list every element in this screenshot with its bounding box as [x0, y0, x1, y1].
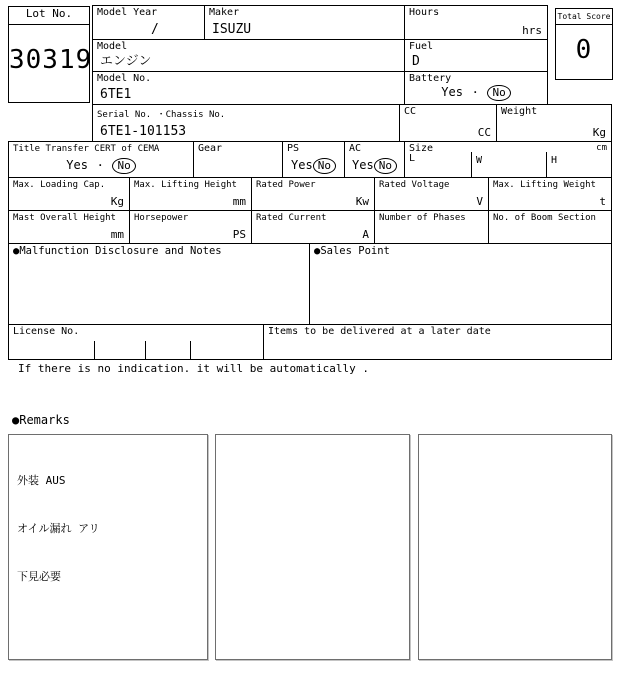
total-score-value: 0 [575, 35, 593, 65]
fuel-value: D [412, 54, 420, 69]
mast-height-cell [8, 210, 130, 244]
rated-power-label: Rated Power [256, 180, 316, 190]
size-cell [404, 141, 612, 178]
model-no-label: Model No. [97, 73, 152, 84]
ac-value [345, 158, 404, 174]
ac-yes: Yes [352, 158, 374, 172]
size-unit: cm [596, 143, 607, 153]
max-lift-height-cell [129, 177, 252, 211]
lot-no-label: Lot No. [9, 7, 89, 25]
remarks-box-3-text [419, 435, 611, 447]
rated-voltage-unit: V [476, 195, 483, 208]
license-label: License No. [13, 326, 80, 337]
weight-cell [496, 104, 612, 142]
max-lift-weight-unit: t [599, 195, 606, 208]
title-transfer-yes: Yes [66, 158, 88, 172]
cc-cell [399, 104, 497, 142]
rated-current-unit: A [362, 228, 369, 241]
battery-separator: ・ [470, 88, 481, 99]
ac-label: AC [349, 143, 362, 154]
gear-label: Gear [198, 143, 223, 154]
serial-value: 6TE1-101153 [100, 124, 187, 139]
remarks-box-2 [215, 434, 410, 660]
phases-label: Number of Phases [379, 213, 466, 223]
horsepower-cell [129, 210, 252, 244]
ps-value [283, 158, 344, 174]
total-score-cell [555, 8, 613, 80]
hours-cell [404, 5, 548, 40]
battery-label: Battery [409, 73, 452, 84]
serial-cell [92, 104, 400, 142]
ps-yes: Yes [291, 158, 313, 172]
model-year-value: / [151, 22, 159, 37]
horsepower-unit: PS [232, 228, 246, 241]
title-transfer-label: Title Transfer CERT of CEMA [13, 144, 160, 154]
maker-label: Maker [209, 7, 240, 18]
footnote-text: If there is no indication. it will be automatically . [18, 362, 369, 375]
remarks-box-1 [8, 434, 208, 660]
cc-label: CC [404, 106, 417, 117]
max-loading-label: Max. Loading Cap. [13, 180, 106, 190]
license-divider-2 [145, 341, 146, 359]
title-transfer-value [9, 157, 193, 174]
items-later-cell [263, 324, 612, 360]
model-cell [92, 39, 405, 72]
license-cell [8, 324, 264, 360]
model-year-label: Model Year [97, 7, 158, 18]
remarks-line: 外装 AUS [17, 473, 66, 487]
weight-label: Weight [501, 106, 538, 117]
malfunction-cell [8, 243, 310, 325]
sales-point-cell [309, 243, 612, 325]
battery-no-circled: No [487, 85, 510, 101]
rated-voltage-cell [374, 177, 489, 211]
rated-power-unit: Kw [355, 195, 369, 208]
battery-cell [404, 71, 548, 105]
serial-label: Serial No. ・Chassis No. [97, 110, 226, 120]
total-score-label: Total Score [556, 9, 612, 25]
max-loading-cell [8, 177, 130, 211]
maker-cell [204, 5, 405, 40]
model-no-cell [92, 71, 405, 105]
sales-point-value [316, 262, 605, 320]
phases-cell [374, 210, 489, 244]
model-value: エンジン [100, 54, 152, 69]
max-lift-weight-cell [488, 177, 612, 211]
max-loading-unit: Kg [110, 195, 124, 208]
remarks-line: 下見必要 [17, 569, 61, 583]
ps-label: PS [287, 143, 300, 154]
remarks-box-2-text [216, 435, 409, 447]
remarks-line: オイル漏れ アリ [17, 521, 100, 535]
title-transfer-separator: ・ [95, 161, 106, 172]
cc-unit: CC [477, 126, 491, 139]
fuel-label: Fuel [409, 41, 434, 52]
battery-yes: Yes [441, 85, 463, 99]
rated-power-cell [251, 177, 375, 211]
title-transfer-cell [8, 141, 194, 178]
remarks-box-3 [418, 434, 612, 660]
size-label: Size [409, 143, 434, 154]
rated-voltage-label: Rated Voltage [379, 180, 450, 190]
mast-height-label: Mast Overall Height [13, 213, 116, 223]
max-lift-height-unit: mm [232, 195, 246, 208]
fuel-cell [404, 39, 548, 72]
lot-no-cell [8, 6, 93, 103]
hours-label: Hours [409, 7, 440, 18]
size-w-label: W [476, 155, 483, 166]
items-later-label: Items to be delivered at a later date [268, 326, 491, 337]
ac-no-circled: No [374, 158, 397, 174]
mast-height-unit: mm [110, 228, 124, 241]
remarks-label: ●Remarks [12, 413, 70, 427]
boom-label: No. of Boom Section [493, 213, 596, 223]
malfunction-label: ●Malfunction Disclosure and Notes [13, 245, 222, 257]
model-year-cell [92, 5, 205, 40]
boom-cell [488, 210, 612, 244]
model-no-value: 6TE1 [100, 87, 132, 102]
max-lift-weight-label: Max. Lifting Weight [493, 180, 596, 190]
license-divider-3 [190, 341, 191, 359]
rated-current-label: Rated Current [256, 213, 327, 223]
ac-cell [344, 141, 405, 178]
model-label: Model [97, 41, 128, 52]
sales-point-label: ●Sales Point [314, 245, 390, 257]
license-divider-1 [94, 341, 95, 359]
ps-cell [282, 141, 345, 178]
rated-current-cell [251, 210, 375, 244]
size-divider-lw [471, 152, 472, 177]
horsepower-label: Horsepower [134, 213, 189, 223]
battery-value [405, 84, 547, 101]
remarks-box-1-text [9, 435, 207, 622]
ps-no-circled: No [313, 158, 336, 174]
malfunction-value [15, 262, 303, 320]
hours-unit: hrs [522, 24, 542, 37]
maker-value: ISUZU [212, 22, 252, 37]
size-l-label: L [409, 153, 416, 164]
size-h-label: H [551, 155, 558, 166]
lot-no-value: 30319 [9, 45, 93, 75]
weight-unit: Kg [592, 126, 606, 139]
gear-cell [193, 141, 283, 178]
size-divider-wh [546, 152, 547, 177]
max-lift-height-label: Max. Lifting Height [134, 180, 237, 190]
title-transfer-no-circled: No [112, 158, 135, 174]
